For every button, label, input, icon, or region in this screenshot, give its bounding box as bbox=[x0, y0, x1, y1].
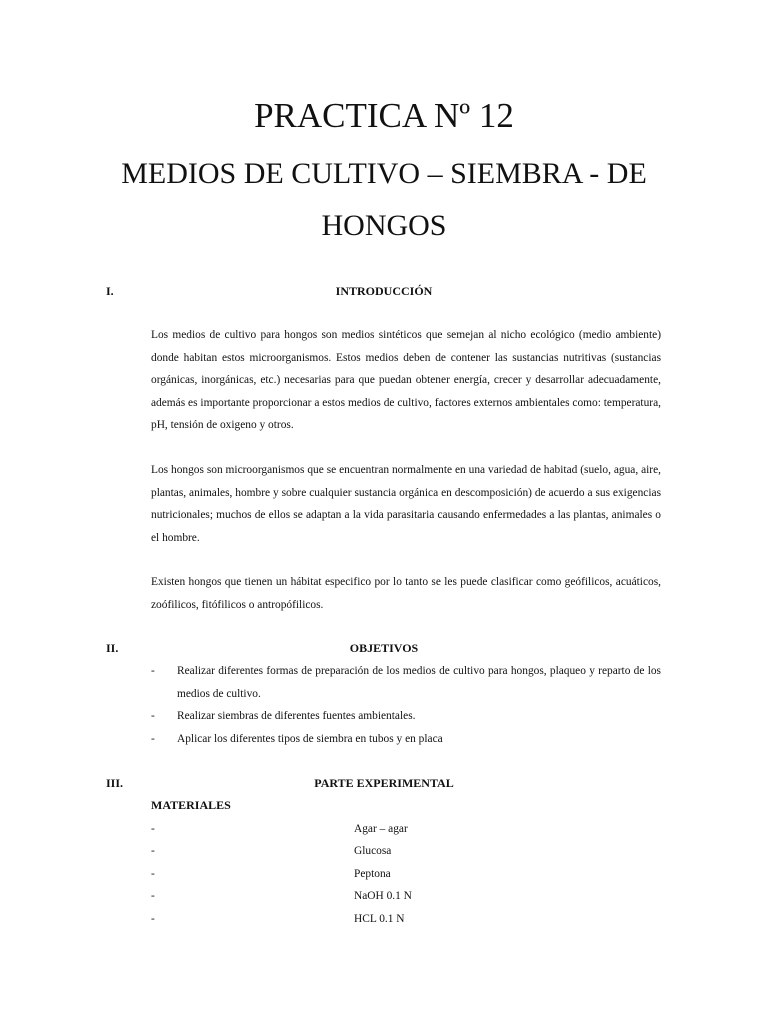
bullet-dash: - bbox=[151, 733, 155, 745]
intro-paragraph-3: Existen hongos que tienen un hábitat especifico por lo tanto se les puede clasificar como geófilicos, acuáticos, zoófilicos, fitófilicos o antropófilicos. bbox=[151, 576, 661, 611]
bullet-dash: - bbox=[151, 868, 155, 880]
section-title-intro: INTRODUCCIÓN bbox=[335, 284, 433, 298]
bullet-dash: - bbox=[151, 665, 155, 677]
bullet-dash: - bbox=[151, 823, 155, 835]
bullet-dash: - bbox=[151, 845, 155, 857]
intro-paragraph-1: Los medios de cultivo para hongos son medios sintéticos que semejan al nicho ecológico (medio ambiente) donde habitan estos microorganismos. Estos medios deben de contener las sustancias nutritivas (sustancias orgánicas, inorgánicas, etc.) necesarias para que puedan obtener energía, crecer y desarrollar adecuadamente, además es importante proporcionar a estos medios de cultivo, factores externos ambientales como: temperatura, pH, tensión de oxigeno y otros. bbox=[151, 329, 661, 431]
section-number-intro: I. bbox=[106, 284, 114, 298]
practice-title: PRACTICA Nº 12 bbox=[254, 96, 514, 135]
objective-text-1: Realizar diferentes formas de preparación de los medios de cultivo para hongos, plaqueo y reparto de los medios de cultivo. bbox=[177, 665, 661, 700]
objective-item-1 bbox=[151, 660, 661, 705]
objective-item-3 bbox=[151, 728, 661, 751]
material-name: HCL 0.1 N bbox=[354, 913, 405, 925]
bullet-dash: - bbox=[151, 710, 155, 722]
material-name: NaOH 0.1 N bbox=[354, 890, 412, 902]
section-number-objectives: II. bbox=[106, 641, 119, 655]
section-number-experimental: III. bbox=[106, 776, 124, 790]
subtitle-line-1: MEDIOS DE CULTIVO – SIEMBRA - DE bbox=[121, 157, 647, 190]
material-name: Agar – agar bbox=[354, 823, 408, 835]
material-name: Peptona bbox=[354, 868, 391, 880]
section-title-experimental: PARTE EXPERIMENTAL bbox=[314, 776, 454, 790]
objective-text-2: Realizar siembras de diferentes fuentes ambientales. bbox=[177, 710, 416, 722]
subtitle-line-2: HONGOS bbox=[321, 209, 447, 242]
objective-text-3: Aplicar los diferentes tipos de siembra en tubos y en placa bbox=[177, 733, 443, 745]
section-title-objectives: OBJETIVOS bbox=[349, 641, 419, 655]
bullet-dash: - bbox=[151, 913, 155, 925]
intro-paragraph-2: Los hongos son microorganismos que se encuentran normalmente en una variedad de habitad (suelo, agua, aire, plantas, animales, hombre y sobre cualquier sustancia orgánica en descomposición) de acuerdo a sus exigencias nutricionales; muchos de ellos se adaptan a la vida parasitaria causando enfermedades a las plantas, animales o el hombre. bbox=[151, 464, 661, 544]
material-name: Glucosa bbox=[354, 845, 392, 857]
bullet-dash: - bbox=[151, 890, 155, 902]
materials-heading: MATERIALES bbox=[151, 798, 231, 812]
objective-item-2 bbox=[151, 705, 661, 728]
